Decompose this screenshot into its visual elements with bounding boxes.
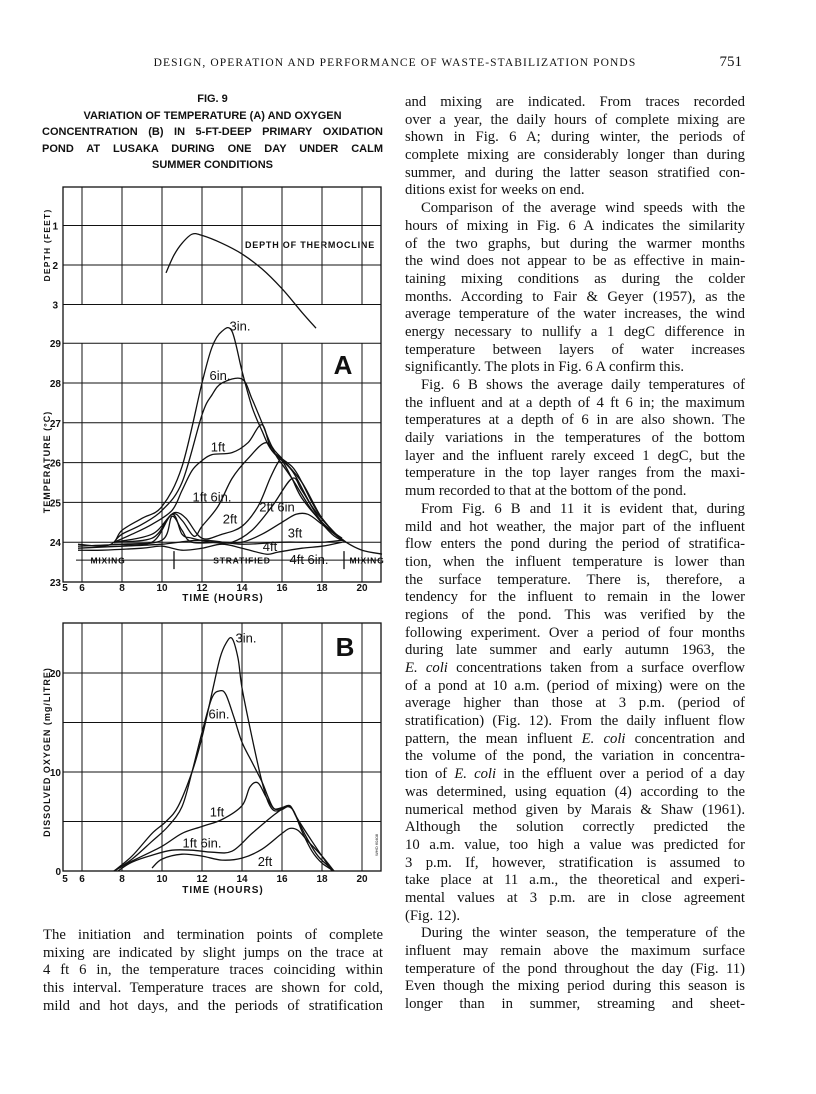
text-line: the surface temperature. There is, therefore, a bbox=[405, 571, 745, 588]
chart-a-temp-tick-label: 26 bbox=[49, 458, 61, 470]
text-line: 10 a.m. value, too high a value was predicted for bbox=[405, 836, 745, 853]
text-line: pattern, the mean influent E. coli concentration and bbox=[405, 730, 745, 747]
thermocline-annotation: DEPTH OF THERMOCLINE bbox=[245, 240, 375, 250]
species-name: E. coli bbox=[405, 660, 448, 676]
chart-a-temp-tick-label: 28 bbox=[49, 379, 61, 390]
temperature-series-label: 1ft bbox=[210, 439, 226, 455]
chart-a-x-tick-label: 16 bbox=[276, 583, 288, 594]
text-line: E. coli concentrations taken from a surface overflow bbox=[405, 660, 745, 676]
temperature-series-label: 3ft bbox=[287, 525, 303, 541]
chart-a-temp-tick-label: 27 bbox=[49, 418, 61, 430]
chart-a-temp-tick-label: 29 bbox=[49, 339, 61, 351]
chart-b-x-tick-label: 20 bbox=[356, 874, 368, 885]
oxygen-series-label: 1ft 6in. bbox=[182, 835, 222, 851]
text-line: Comparison of the average wind speeds with the bbox=[421, 200, 745, 217]
text-line: Fig. 6 B shows the average daily temperatures of bbox=[421, 377, 745, 393]
text-line: Although the solution correctly predicted the bbox=[405, 819, 745, 836]
text-line: complete mixing are considerably longer than during bbox=[405, 147, 745, 164]
text-line: tion, when the influent temperature is lower than bbox=[405, 553, 745, 570]
text-line: temperatures at a depth of 6 in are also shown. The bbox=[405, 412, 745, 429]
chart-a-x-tick-label: 18 bbox=[316, 583, 328, 594]
chart-b-frame bbox=[63, 623, 381, 871]
period-label: MIXING bbox=[349, 555, 385, 566]
page-number: 751 bbox=[719, 54, 742, 70]
text-line: of the two graphs, but during the warmer months bbox=[405, 235, 745, 252]
temperature-series-label: 3in. bbox=[229, 318, 251, 334]
caption-line: CONCENTRATION (B) IN 5-FT-DEEP PRIMARY OXIDATION bbox=[42, 126, 383, 139]
text-line: stratification) (Fig. 12). From the daily influent flow bbox=[405, 713, 745, 730]
chart-a-x-axis-title: TIME (HOURS) bbox=[182, 593, 264, 604]
text-line: following experiment. Over a period of four months bbox=[405, 624, 745, 641]
chart-a-x-tick-label: 5 bbox=[62, 583, 68, 594]
text-line: mental values at 3 p.m. are in close agreement bbox=[405, 889, 745, 906]
text-line: layer and the influent rarely exceed 1 degC, but the bbox=[405, 447, 745, 464]
text-line: and mixing are indicated. From traces recorded bbox=[405, 94, 745, 110]
text-line: shown in Fig. 6 A; during winter, the periods of bbox=[405, 129, 745, 146]
text-line: significantly. The plots in Fig. 6 A confirm this. bbox=[405, 359, 685, 376]
chart-a-temp-tick-label: 23 bbox=[49, 578, 61, 589]
text-line: average temperature of the water increases, the wind bbox=[405, 306, 745, 323]
chart-b-x-tick-label: 10 bbox=[156, 874, 168, 885]
text-line: summer, and during the latter season stratified con- bbox=[405, 164, 745, 181]
chart-b-y-tick-label: 0 bbox=[55, 867, 61, 878]
text-line: tendency for the influent to remain in the lower bbox=[405, 589, 745, 606]
left-text-column bbox=[43, 927, 383, 1015]
oxygen-series-label: 3in. bbox=[235, 630, 257, 646]
chart-a-x-tick-label: 12 bbox=[196, 583, 208, 594]
caption-line: SUMMER CONDITIONS bbox=[152, 159, 273, 172]
oxygen-line-1ft-6in bbox=[118, 806, 332, 871]
chart-b-x-tick-label: 16 bbox=[276, 874, 288, 885]
text-line: (Fig. 12). bbox=[405, 907, 461, 924]
text-line: hours of mixing in Fig. 6 A indicates the similarity bbox=[405, 217, 745, 234]
text-line: tion of E. coli in the effluent over a period of a day bbox=[405, 766, 745, 783]
text-line: energy necessary to nullify a 1 degC difference in bbox=[405, 323, 745, 340]
chart-b-x-tick-label: 12 bbox=[196, 874, 208, 885]
species-name: E. coli bbox=[581, 730, 626, 747]
temperature-series-label: 6in. bbox=[209, 368, 231, 384]
text-line: mixing are indicated by slight jumps on the trace at bbox=[43, 944, 383, 961]
text-line: mild and hot days, and the periods of stratification bbox=[43, 997, 383, 1014]
text-line: temperature between layers of water increases bbox=[405, 341, 745, 358]
text-line: ditions exist for weeks on end. bbox=[405, 182, 585, 199]
text-line: From Fig. 6 B and 11 it is evident that, during bbox=[421, 500, 745, 517]
text-line: daily variations in the temperatures of the bottom bbox=[405, 430, 745, 447]
text-line: take place at 11 a.m., the theoretical and experi- bbox=[405, 872, 745, 889]
text-line: of a pond at 10 a.m. (period of mixing) were on the bbox=[405, 677, 745, 694]
text-line: months. According to Fair & Geyer (1957), as the bbox=[405, 288, 745, 305]
chart-b-y-tick-label: 20 bbox=[49, 669, 61, 680]
chart-b-x-tick-label: 5 bbox=[62, 874, 68, 885]
chart-b-y-tick-label: 10 bbox=[49, 768, 61, 779]
chart-b-panel-label: B bbox=[335, 632, 355, 662]
chart-a-depth-tick-label: 3 bbox=[52, 300, 58, 312]
text-line: taining mixing conditions as during the colder bbox=[405, 270, 745, 287]
oxygen-series-label: 6in. bbox=[208, 706, 230, 722]
chart-a-x-tick-label: 8 bbox=[119, 583, 125, 594]
text-line: this interval. Temperature traces are shown for cold, bbox=[43, 980, 383, 997]
running-header: DESIGN, OPERATION AND PERFORMANCE OF WASTE-STABILIZATION PONDS bbox=[153, 57, 637, 69]
text-line: 4 ft 6 in, the temperature traces coinciding within bbox=[43, 962, 383, 979]
text-line: longer than in summer, streaming and sheet- bbox=[405, 996, 745, 1013]
chart-b-x-tick-label: 6 bbox=[79, 874, 85, 885]
text-line: During the winter season, the temperature of the bbox=[421, 925, 745, 942]
text-line: mild and hot weather, the major part of the influent bbox=[405, 518, 745, 535]
chart-b-y-axis-title: DISSOLVED OXYGEN (mg/LITRE) bbox=[42, 667, 52, 837]
temperature-series-label: 4ft bbox=[262, 539, 278, 555]
chart-b-x-axis-title: TIME (HOURS) bbox=[182, 885, 264, 896]
text-line: Even though the mixing period during this season is bbox=[405, 978, 745, 995]
chart-a-temp-tick-label: 24 bbox=[49, 538, 61, 550]
text-line: over a year, the daily hours of complete mixing are bbox=[405, 111, 745, 128]
text-line: 3 p.m. If, however, stratification is assumed to bbox=[405, 854, 745, 871]
temperature-series-label: 4ft 6in. bbox=[289, 551, 329, 567]
caption-line: VARIATION OF TEMPERATURE (A) AND OXYGEN bbox=[83, 109, 342, 122]
period-label: MIXING bbox=[90, 555, 126, 566]
text-line: the influent and at a depth of 4 ft 6 in; the maximum bbox=[405, 394, 745, 411]
text-line: average higher than those at 3 p.m. (period of bbox=[405, 695, 745, 712]
text-line: regions of the pond. This was verified by the bbox=[405, 606, 745, 623]
chart-a-temp-axis-title: TEMPERATURE (°C) bbox=[42, 410, 52, 514]
chart-b-x-tick-label: 14 bbox=[236, 874, 248, 885]
chart-a-x-tick-label: 6 bbox=[79, 583, 85, 594]
temperature-series-label: 2ft 6in bbox=[259, 499, 295, 515]
chart-a-temp-tick-label: 25 bbox=[49, 498, 61, 510]
chart-a-depth-tick-label: 1 bbox=[52, 221, 58, 233]
text-line: was determined, using equation (4) according to the bbox=[405, 783, 745, 800]
text-line: flow enters the pond during the period of stratifica- bbox=[405, 536, 745, 553]
oxygen-series-label: 2ft bbox=[257, 854, 273, 870]
chart-a-x-tick-label: 14 bbox=[236, 583, 248, 594]
oxygen-series-label: 1ft bbox=[209, 804, 225, 820]
text-line: during late summer and early autumn 1963, the bbox=[405, 642, 745, 659]
text-line: temperature of the pond throughout the day (Fig. 11) bbox=[405, 960, 745, 977]
chart-b-x-tick-label: 8 bbox=[119, 874, 125, 885]
text-line: numerical method given by Marais & Shaw (1961). bbox=[405, 801, 745, 818]
text-line: influent may remain above the maximum surface bbox=[405, 943, 745, 959]
caption-line: POND AT LUSAKA DURING ONE DAY UNDER CALM bbox=[42, 142, 383, 155]
temperature-series-label: 1ft 6in. bbox=[192, 489, 232, 505]
chart-a-depth-tick-label: 2 bbox=[52, 261, 58, 272]
figure-credit: WHO 60408 bbox=[374, 833, 379, 857]
text-line: The initiation and termination points of complete bbox=[43, 927, 383, 943]
species-name: E. coli bbox=[454, 766, 497, 783]
chart-b-x-tick-label: 18 bbox=[316, 874, 328, 885]
chart-a-x-tick-label: 20 bbox=[356, 583, 368, 594]
chart-a-x-tick-label: 10 bbox=[156, 583, 168, 594]
figure-label: FIG. 9 bbox=[197, 93, 228, 105]
text-line: temperature in the top layer ranges from the maxi- bbox=[405, 465, 745, 482]
text-line: the wind does not appear to be as effective in main- bbox=[405, 253, 745, 270]
right-text-column bbox=[405, 94, 745, 1014]
chart-a-panel-label: A bbox=[333, 350, 353, 380]
text-line: mum recorded to that at the bottom of the pond. bbox=[405, 483, 687, 500]
text-line: the volume of the pond, the variation in concentra- bbox=[405, 748, 745, 765]
temperature-series-label: 2ft bbox=[222, 511, 238, 527]
period-label: STRATIFIED bbox=[213, 555, 271, 566]
chart-a-depth-axis-title: DEPTH (FEET) bbox=[42, 208, 52, 282]
